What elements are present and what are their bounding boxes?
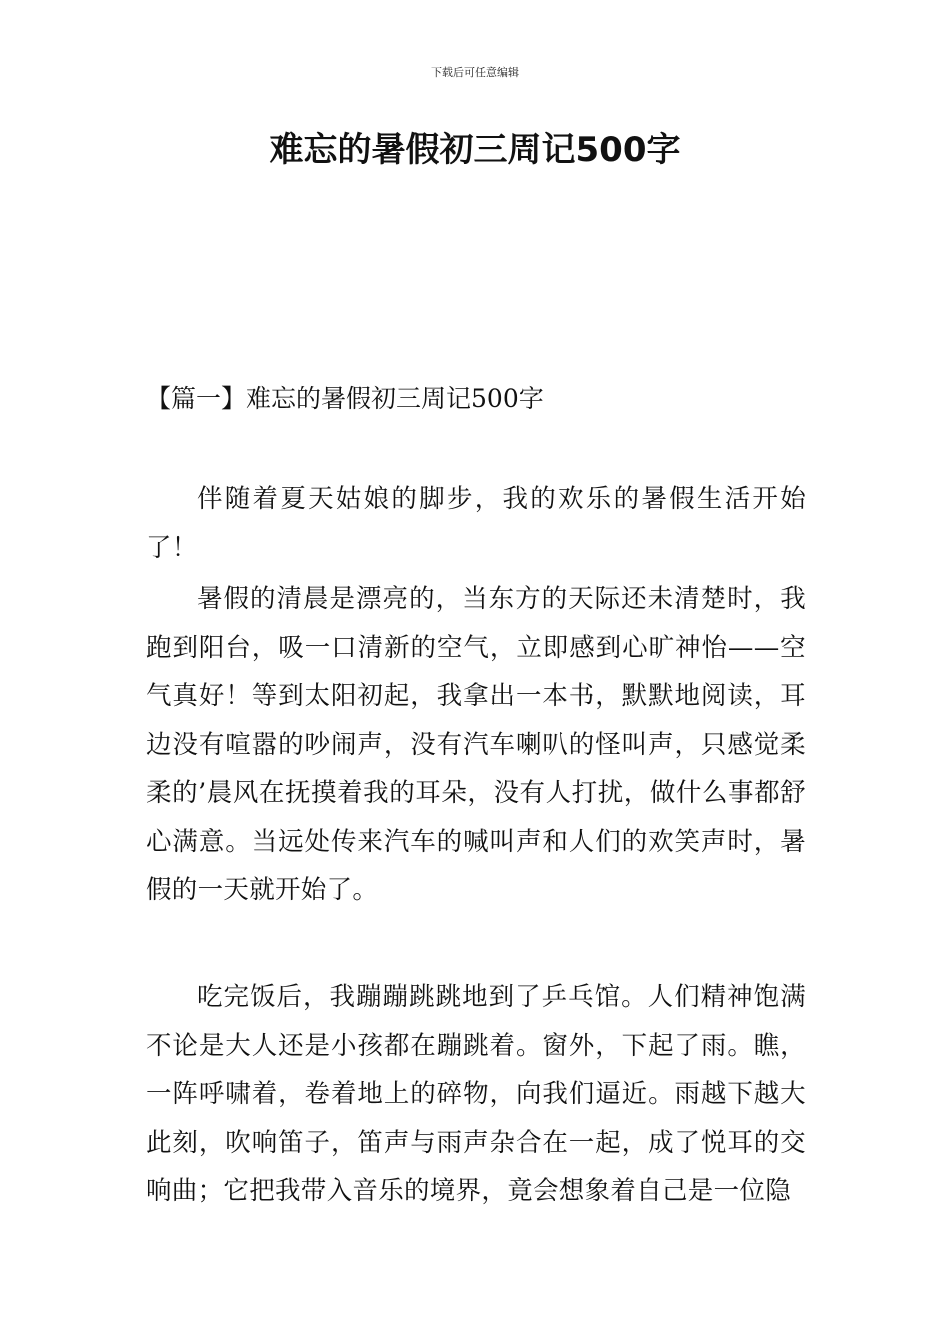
section-heading: 【篇一】难忘的暑假初三周记500字 (146, 384, 544, 413)
header-note: 下载后可任意编辑 (431, 66, 519, 79)
document-title: 难忘的暑假初三周记500字 (269, 130, 681, 170)
paragraph-3: 吃完饭后，我蹦蹦跳跳地到了乒乓馆。人们精神饱满不论是大人还是小孩都在蹦跳着。窗外，下起了雨。瞧，一阵呼啸着，卷着地上的碎物，向我们逼近。雨越下越大此刻，吹响笛子，笛声与雨声杂合在一起，成了悦耳的交响曲；它把我带入音乐的境界，竟会想象着自己是一位隐 (146, 982, 806, 1206)
paragraph-2: 暑假的清晨是漂亮的，当东方的天际还未清楚时，我跑到阳台，吸一口清新的空气，立即感到心旷神怡——空气真好！等到太阳初起，我拿出一本书，默默地阅读，耳边没有喧嚣的吵闹声，没有汽车喇叭的怪叫声，只感觉柔柔的’晨风在抚摸着我的耳朵，没有人打扰，做什么事都舒心满意。当远处传来汽车的喊叫声和人们的欢笑声时，暑假的一天就开始了。 (146, 584, 806, 905)
paragraph-1: 伴随着夏天姑娘的脚步，我的欢乐的暑假生活开始了！ (146, 484, 806, 563)
